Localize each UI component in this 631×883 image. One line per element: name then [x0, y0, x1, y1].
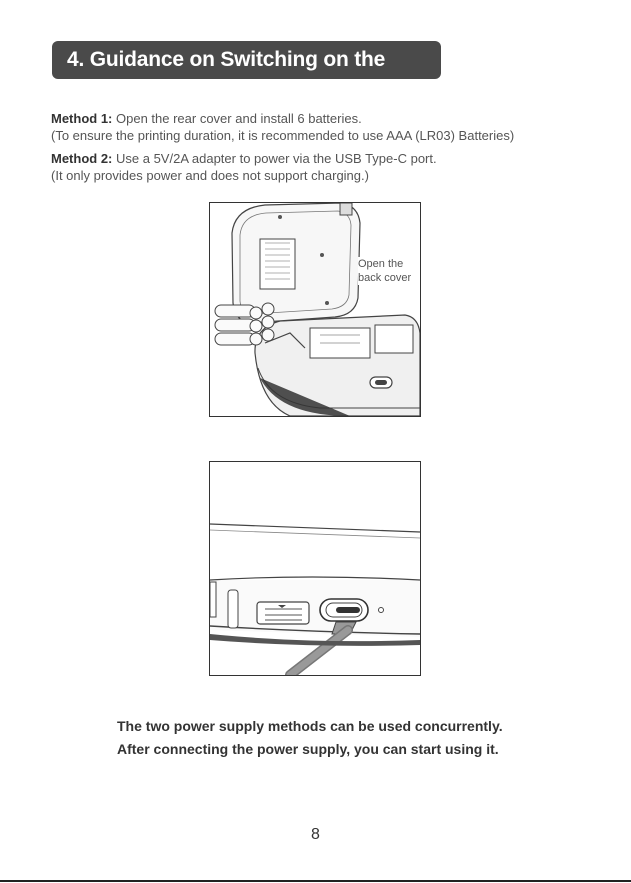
- method-2-label: Method 2:: [51, 151, 113, 166]
- method-2-note: (It only provides power and does not support charging.): [51, 168, 369, 183]
- method-2-line: [51, 151, 437, 166]
- usb-c-connection-figure: [209, 461, 421, 676]
- footer-rule: [0, 880, 631, 882]
- printer-open-cover-illustration: [210, 203, 420, 416]
- usb-c-cable-illustration: [210, 462, 420, 675]
- method-1-label: Method 1:: [51, 111, 113, 126]
- method-1-note: (To ensure the printing duration, it is recommended to use AAA (LR03) Batteries): [51, 128, 515, 143]
- summary-line-2: After connecting the power supply, you can start using it.: [117, 741, 499, 757]
- callout-line-1: Open the: [358, 258, 404, 270]
- open-back-cover-callout: [358, 257, 411, 285]
- callout-line-2: back cover: [358, 272, 412, 284]
- section-title: 4. Guidance on Switching on the Power: [52, 41, 441, 79]
- method-1-line: [51, 111, 362, 126]
- method-1-text: Open the rear cover and install 6 batteries.: [112, 111, 362, 126]
- battery-install-figure: [209, 202, 421, 417]
- method-2-text: Use a 5V/2A adapter to power via the USB Type-C port.: [112, 151, 437, 166]
- summary-line-1: The two power supply methods can be used concurrently.: [117, 718, 503, 734]
- page-number: 8: [311, 826, 320, 843]
